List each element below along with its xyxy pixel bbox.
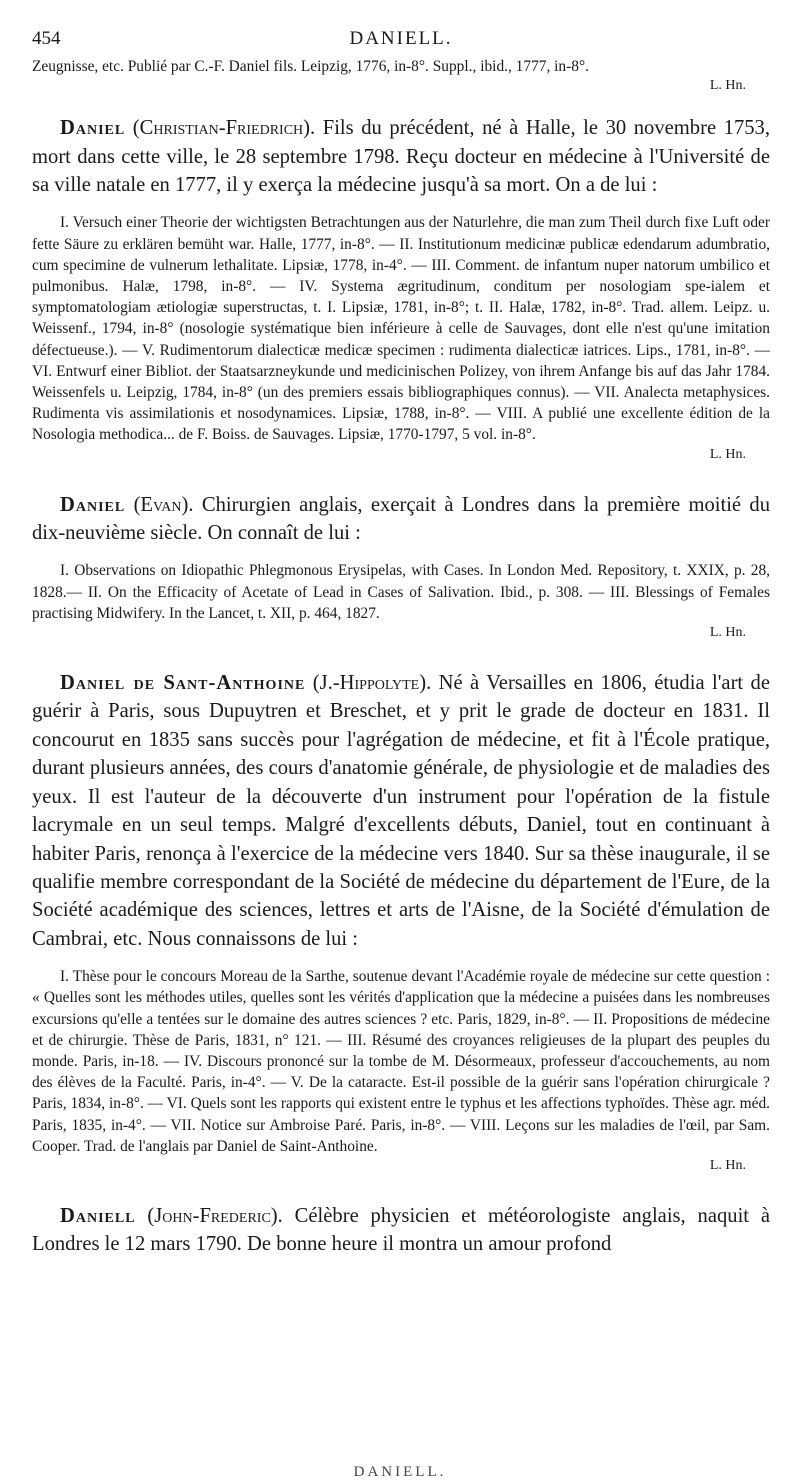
entry-works: I. Thèse pour le concours Moreau de la Sarthe, soutenue devant l'Académie royale de médecine sur cette question : « Quelles sont les méthodes utiles, quelles sont les vérités d'application que la médecine a puisées dans les nombreuses excursions qu'elle a tentées sur le domaine des autres sciences ? etc. Paris, 1829, in-8°. — II. Propositions de médecine et de chirurgie. Thèse de Paris, 1831, n° 121. — III. Résumé des croyances religieuses de la plupart des peuples du monde. Paris, in-18. — IV. Discours prononcé sur la tombe de M. Désormeaux, professeur d'accouchements, au nom des élèves de la Faculté. Paris, in-4°. — V. De la cataracte. Est-il possible de la guérir sans l'opération chirurgicale ? Paris, 1834, in-8°. — VI. Quels sont les rapports qui existent entre le typhus et les affections typhoïdes. Thèse agr. méd. Paris, 1835, in-4°. — VII. Notice sur Ambroise Paré. Paris, in-8°. — VIII. Leçons sur les maladies de l'œil, par Sam. Cooper. Trad. de l'anglais par Daniel de Saint-Anthoine. bbox=[32, 968, 770, 1155]
entry-evan bbox=[32, 491, 770, 642]
entry-christian-friedrich bbox=[32, 114, 770, 463]
running-title: DANIELL. bbox=[349, 28, 453, 49]
entry-bio-text: Chirurgien anglais, exerçait à Londres dans la première moitié du dix-neuvième siècle. On connaît de lui : bbox=[32, 493, 771, 545]
entry-bio bbox=[32, 491, 770, 548]
entry-bio bbox=[32, 1202, 770, 1259]
page-footer: DANIELL. bbox=[353, 1464, 447, 1480]
entry-forename: (J.-Hippolyte). bbox=[312, 672, 432, 695]
entry-john-frederic bbox=[32, 1202, 770, 1259]
entry-bio bbox=[32, 114, 770, 199]
entry-forename: (Christian-Friedrich). bbox=[132, 117, 316, 140]
entry-name: Daniell bbox=[60, 1204, 136, 1227]
entry-bio-text: Célèbre physicien et météorologiste anglais, naquit à Londres le 12 mars 1790. De bonne heure il montra un amour profond bbox=[32, 1204, 770, 1256]
entry-works: I. Observations on Idiopathic Phlegmonous Erysipelas, with Cases. In London Med. Repository, t. XXIX, p. 28, 1828.— II. On the Efficacity of Acetate of Lead in Cases of Salivation. Ibid., p. 308. — III. Blessings of Females practising Midwifery. In the Lancet, t. XII, p. 464, 1827. bbox=[32, 562, 770, 622]
entry-forename: (John-Frederic). bbox=[147, 1204, 283, 1227]
entry-signature: L. Hn. bbox=[709, 446, 746, 462]
page-number: 454 bbox=[32, 28, 61, 49]
entry-daniel-de-sant-anthoine bbox=[32, 669, 770, 1175]
entry-works: I. Versuch einer Theorie der wichtigsten Betrachtungen aus der Naturlehre, die man zum Theil durch fixe Luft oder fette Säure zu erklären bemüht war. Halle, 1777, in-8°. — II. Institutionum medicinæ publicæ edendarum adumbratio, cum specimine de vulnerum lethalitate. Lipsiæ, 1778, in-4°. — III. Comment. de infantum nuper natorum umbilico et pulmonibus. Halæ, 1798, in-8°. — IV. Systema ægritudinum, conditum per nosologiam spe-ialem et symptomatologiam ætiologiæ superstructas, t. I. Lipsiæ, 1781, in-8°; t. II. Halæ, 1782, in-8°. Trad. allem. Leipz. u. Weissenf., 1794, in-8° (nosologie systématique bien inférieure à celle de Sauvages, dont elle n'est qu'une imitation défectueuse.). — V. Rudimentorum dialecticæ medicæ specimen : rudimenta dialecticæ iatrices. Lips., 1781, in-8°. — VI. Entwurf einer Bibliot. der Staatsarzneykunde und medicinischen Polizey, von ihrem Anfange bis auf das Jahr 1784. Weissenfels u. Leipzig, 1784, in-8° (un des premiers essais bibliographiques connus). — VII. Analecta metaphysices. Rudimenta vis assimilationis et nosodynamices. Lipsiæ, 1788, in-8°. — VIII. A publié une excellente édition de la Nosologia methodica... de F. Boiss. de Sauvages. Lipsiæ, 1770-1797, 5 vol. in-8°. bbox=[32, 214, 770, 444]
entry-bio bbox=[32, 669, 770, 953]
entry-signature: L. Hn. bbox=[709, 625, 746, 641]
entry-signature: L. Hn. bbox=[709, 1157, 746, 1173]
page-header bbox=[32, 28, 770, 56]
entry-name: Daniel bbox=[60, 117, 126, 140]
prev-entry-text: Zeugnisse, etc. Publié par C.-F. Daniel fils. Leipzig, 1776, in-8°. Suppl., ibid., 1777, in-8°. bbox=[32, 58, 589, 75]
prev-entry-signature: L. Hn. bbox=[709, 78, 746, 94]
entry-name: Daniel de Sant-Anthoine bbox=[60, 672, 306, 695]
entry-bio-text: Fils du précédent, né à Halle, le 30 novembre 1753, mort dans cette ville, le 28 septembre 1798. Reçu docteur en médecine à l'Université de sa ville natale en 1777, il y exerça la médecine jusqu'à sa mort. On a de lui : bbox=[32, 117, 770, 197]
entry-name: Daniel bbox=[60, 493, 126, 516]
entry-bio-text: Né à Versailles en 1806, étudia l'art de guérir à Paris, sous Dupuytren et Breschet, et y prit le grade de docteur en 1831. Il concourut en 1835 sans succès pour l'agrégation de médecine, et fit à l'École pratique, durant plusieurs années, des cours d'anatomie générale, de physiologie et de maladies des yeux. Il est l'auteur de la découverte d'un instrument pour l'opération de la fistule lacrymale en un seul temps. Malgré d'excellents débuts, Daniel, tout en continuant à habiter Paris, renonça à l'exercice de la médecine vers 1840. Sur sa thèse inaugurale, il se qualifie membre correspondant de la Société de médecine du département de l'Eure, de la Société académique des sciences, lettres et arts de l'Aisne, de la Société d'émulation de Cambrai, etc. Nous connaissons de lui : bbox=[32, 672, 770, 950]
entry-forename: (Evan). bbox=[133, 493, 194, 516]
